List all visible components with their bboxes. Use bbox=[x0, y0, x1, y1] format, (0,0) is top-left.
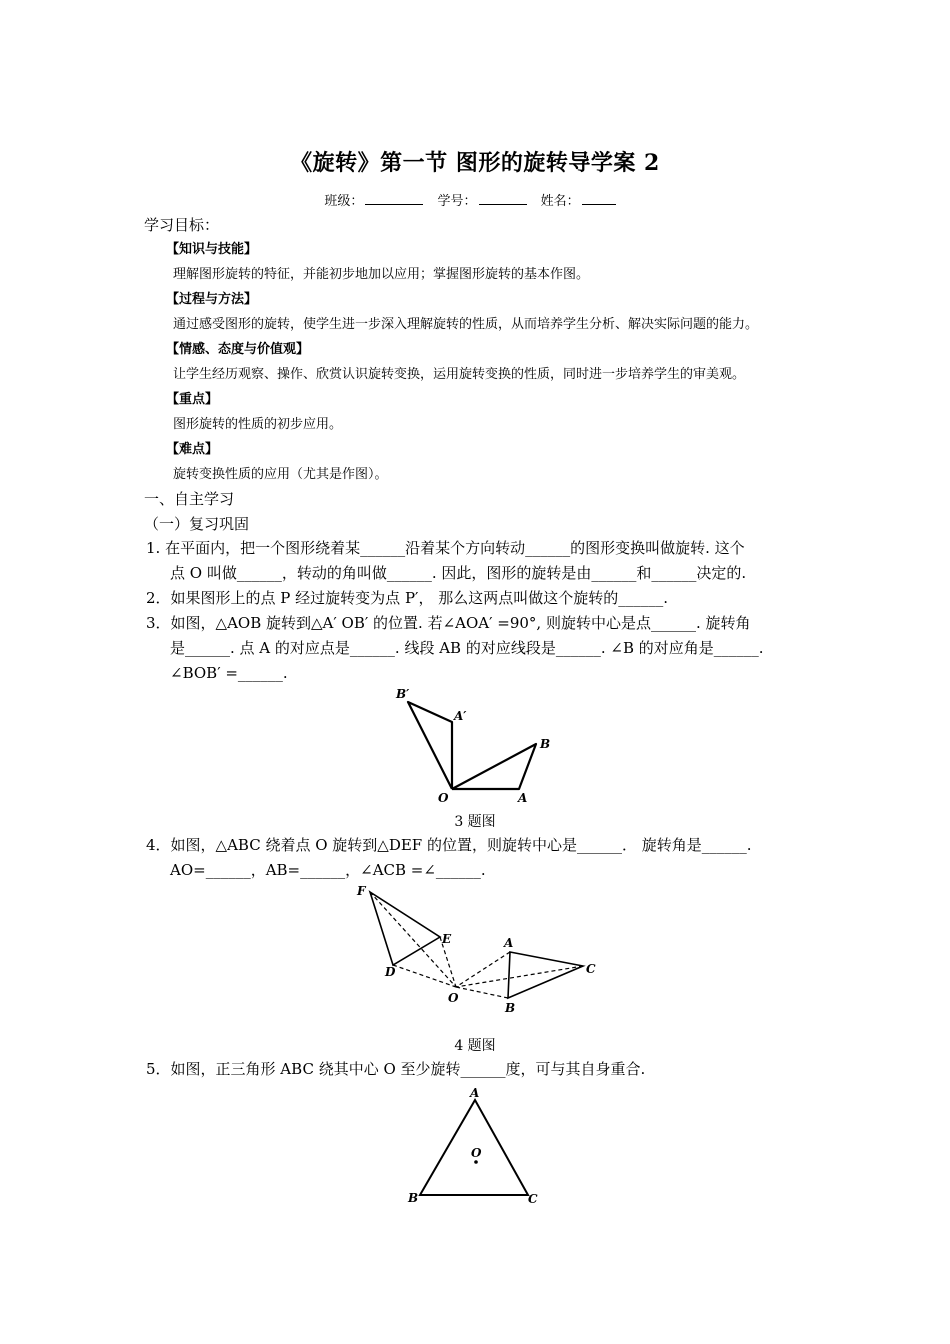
question-3-line-1: 3．如图，△AOB 旋转到△A′ OB′ 的位置. 若∠AOA′ =90°, 则旋转中心是点______. 旋转角 bbox=[146, 614, 751, 632]
label-a: A bbox=[470, 1086, 480, 1100]
triangle-a-prime-o-b-prime bbox=[408, 702, 452, 789]
question-4-line-1: 4．如图，△ABC 绕着点 O 旋转到△DEF 的位置，则旋转中心是______． 旋转角是______. bbox=[146, 836, 752, 854]
label-b: B bbox=[540, 737, 551, 751]
objectives-heading: 学习目标： bbox=[144, 216, 220, 234]
subsection-heading: （一）复习巩固 bbox=[144, 515, 250, 533]
label-a: A bbox=[518, 791, 528, 805]
label-o: O bbox=[448, 991, 459, 1005]
class-info-line bbox=[0, 190, 950, 209]
figure-5-diagram bbox=[400, 1085, 550, 1210]
objective-heading-attitude: 【情感、态度与价值观】 bbox=[166, 342, 310, 357]
objective-text-difficulty: 旋转变换性质的应用（尤其是作图）。 bbox=[173, 467, 388, 482]
section-heading: 一、自主学习 bbox=[144, 490, 235, 508]
figure-4-caption: 4 题图 bbox=[454, 1038, 496, 1054]
triangle-abc bbox=[508, 952, 583, 998]
label-b: B bbox=[505, 1001, 516, 1015]
name-label: 姓名： bbox=[540, 194, 580, 209]
class-blank[interactable] bbox=[365, 192, 423, 205]
label-d: D bbox=[385, 965, 396, 979]
figure-3-caption: 3 题图 bbox=[454, 814, 496, 830]
number-label: 学号： bbox=[437, 194, 477, 209]
question-1-line-1: 1. 在平面内，把一个图形绕着某______沿着某个方向转动______的图形变换叫做旋转. 这个 bbox=[146, 539, 745, 557]
objective-heading-key: 【重点】 bbox=[166, 392, 219, 407]
label-c: C bbox=[586, 962, 596, 976]
label-f: F bbox=[357, 884, 366, 898]
question-2: 2．如果图形上的点 P 经过旋转变为点 P′， 那么这两点叫做这个旋转的______. bbox=[146, 589, 668, 607]
objective-text-key: 图形旋转的性质的初步应用。 bbox=[173, 417, 343, 432]
objective-heading-process: 【过程与方法】 bbox=[166, 292, 258, 307]
triangle-aob bbox=[452, 744, 536, 789]
center-point-o bbox=[474, 1160, 478, 1164]
dashed-line-bo bbox=[456, 987, 508, 998]
name-blank[interactable] bbox=[582, 192, 616, 205]
dashed-line-co bbox=[456, 966, 583, 987]
label-c: C bbox=[528, 1192, 538, 1206]
label-b-prime: B′ bbox=[396, 687, 410, 701]
page-title: 《旋转》第一节 图形的旋转导学案 2 bbox=[290, 150, 660, 176]
label-a-prime: A′ bbox=[454, 709, 467, 723]
number-blank[interactable] bbox=[479, 192, 527, 205]
objective-text-knowledge: 理解图形旋转的特征，并能初步地加以应用；掌握图形旋转的基本作图。 bbox=[173, 267, 590, 282]
figure-4-diagram bbox=[350, 880, 600, 1018]
figure-3-diagram bbox=[390, 682, 560, 806]
label-a: A bbox=[504, 936, 514, 950]
question-5: 5．如图，正三角形 ABC 绕其中心 O 至少旋转______度，可与其自身重合. bbox=[146, 1060, 646, 1078]
question-3-line-2: 是______. 点 A 的对应点是______. 线段 AB 的对应线段是______. ∠B 的对应角是______. bbox=[170, 639, 764, 657]
label-e: E bbox=[442, 932, 452, 946]
dashed-line-ao bbox=[456, 952, 510, 987]
objective-text-process: 通过感受图形的旋转，使学生进一步深入理解旋转的性质，从而培养学生分析、解决实际问题的能力。 bbox=[173, 317, 759, 332]
question-1-line-2: 点 O 叫做______，转动的角叫做______. 因此，图形的旋转是由______和______决定的. bbox=[170, 564, 747, 582]
objective-heading-knowledge: 【知识与技能】 bbox=[166, 242, 258, 257]
class-label: 班级： bbox=[324, 194, 364, 209]
label-o: O bbox=[438, 791, 449, 805]
label-b: B bbox=[408, 1191, 419, 1205]
objective-text-attitude: 让学生经历观察、操作、欣赏认识旋转变换，运用旋转变换的性质，同时进一步培养学生的审美观。 bbox=[173, 367, 746, 382]
question-4-line-2: AO=______，AB=______，∠ACB =∠______. bbox=[170, 861, 486, 879]
objective-heading-difficulty: 【难点】 bbox=[166, 442, 219, 457]
label-o: O bbox=[471, 1146, 482, 1160]
question-3-line-3: ∠BOB′ =______. bbox=[170, 664, 288, 682]
